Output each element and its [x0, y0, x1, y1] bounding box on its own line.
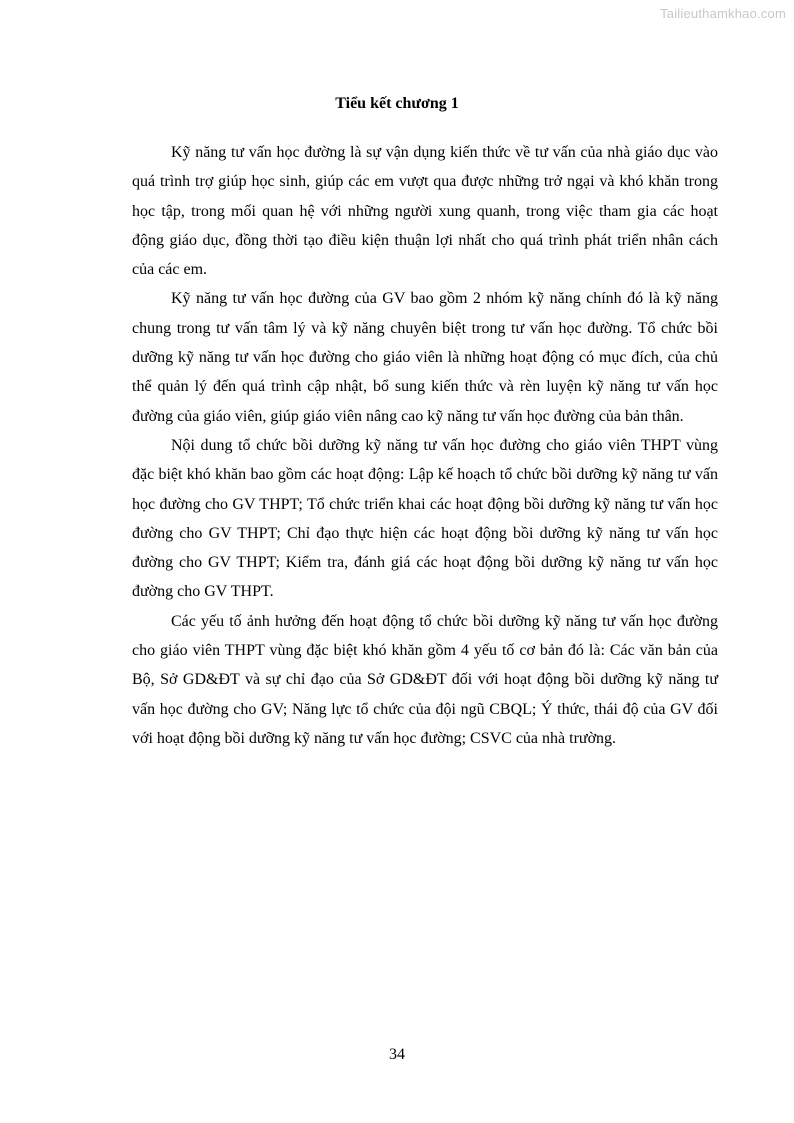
section-title: Tiểu kết chương 1 — [335, 95, 459, 112]
paragraph-2: Kỹ năng tư vấn học đường của GV bao gồm 2 nhóm kỹ năng chính đó là kỹ năng chung trong tư vấn tâm lý và kỹ năng chuyên biệt trong tư vấn học đường. Tổ chức bồi dưỡng kỹ năng tư vấn học đường cho giáo viên là những hoạt động có mục đích, của chủ thể quản lý đến quá trình cập nhật, bổ sung kiến thức và rèn luyện kỹ năng tư vấn học đường của giáo viên, giúp giáo viên nâng cao kỹ năng tư vấn học đường của bản thân. — [132, 290, 718, 425]
paragraph-3: Nội dung tổ chức bồi dưỡng kỹ năng tư vấn học đường cho giáo viên THPT vùng đặc biệt khó khăn bao gồm các hoạt động: Lập kế hoạch tổ chức bồi dưỡng kỹ năng tư vấn học đường cho GV THPT; Tổ chức triển khai các hoạt động bồi dưỡng kỹ năng tư vấn học đường cho GV THPT; Chỉ đạo thực hiện các hoạt động bồi dưỡng kỹ năng tư vấn học đường cho GV THPT; Kiểm tra, đánh giá các hoạt động bồi dưỡng kỹ năng tư vấn học đường cho GV THPT. — [132, 436, 718, 601]
paragraph-4: Các yếu tố ảnh hưởng đến hoạt động tổ chức bồi dưỡng kỹ năng tư vấn học đường cho giáo viên THPT vùng đặc biệt khó khăn gồm 4 yếu tố cơ bản đó là: Các văn bản của Bộ, Sở GD&ĐT và sự chỉ đạo của Sở GD&ĐT đối với hoạt động bồi dưỡng kỹ năng tư vấn học đường cho GV; Năng lực tổ chức của đội ngũ CBQL; Ý thức, thái độ của GV đối với hoạt động bồi dưỡng kỹ năng tư vấn học đường; CSVC của nhà trường. — [132, 612, 718, 747]
watermark: Tailieuthamkhao.com — [660, 6, 786, 21]
page-number: 34 — [389, 1046, 405, 1063]
paragraph-1: Kỹ năng tư vấn học đường là sự vận dụng kiến thức về tư vấn của nhà giáo dục vào quá trình trợ giúp học sinh, giúp các em vượt qua được những trở ngại và khó khăn trong học tập, trong mối quan hệ với những người xung quanh, trong việc tham gia các hoạt động giáo dục, đồng thời tạo điều kiện thuận lợi nhất cho quá trình phát triển nhân cách của các em. — [132, 144, 718, 279]
body-text — [132, 138, 718, 753]
